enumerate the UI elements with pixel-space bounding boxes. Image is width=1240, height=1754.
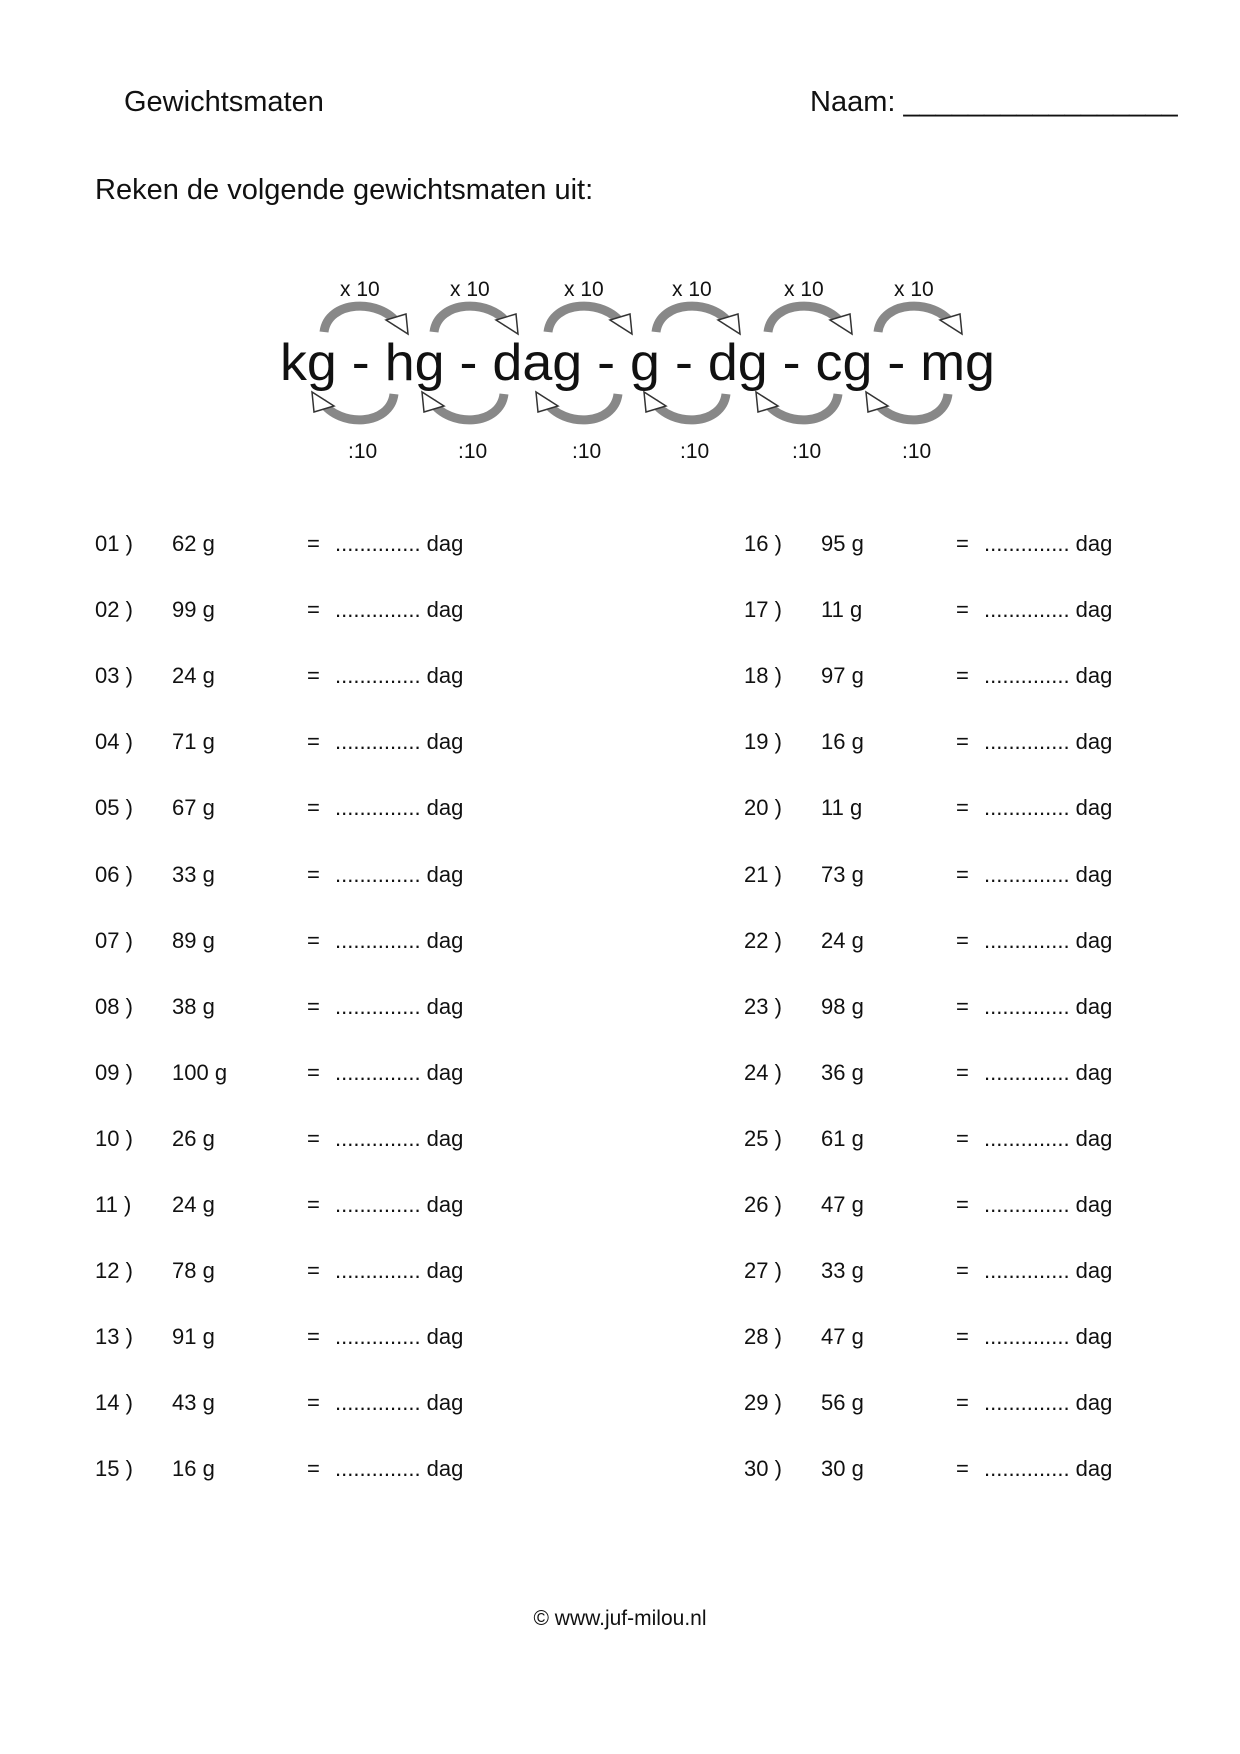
equals-sign: = <box>956 729 969 754</box>
exercise-value: 24 g <box>821 928 864 953</box>
exercise-number: 25 ) <box>744 1126 782 1151</box>
exercise-number: 10 ) <box>95 1126 133 1151</box>
answer-blank[interactable]: .............. dag <box>335 729 464 754</box>
multiply-label: x 10 <box>564 278 604 301</box>
exercise-value: 100 g <box>172 1060 228 1085</box>
exercise-value: 98 g <box>821 994 864 1019</box>
exercise-row <box>744 928 1164 958</box>
equals-sign: = <box>307 729 320 754</box>
exercise-value: 95 g <box>821 531 864 556</box>
exercise-number: 24 ) <box>744 1060 782 1085</box>
multiply-label: x 10 <box>340 278 380 301</box>
equals-sign: = <box>956 1192 969 1217</box>
exercise-row <box>95 1324 515 1354</box>
equals-sign: = <box>956 597 969 622</box>
exercise-number: 23 ) <box>744 994 782 1019</box>
exercise-number: 22 ) <box>744 928 782 953</box>
equals-sign: = <box>307 994 320 1019</box>
equals-sign: = <box>307 862 320 887</box>
answer-blank[interactable]: .............. dag <box>984 1060 1113 1085</box>
answer-blank[interactable]: .............. dag <box>984 729 1113 754</box>
exercise-number: 19 ) <box>744 729 782 754</box>
equals-sign: = <box>956 1126 969 1151</box>
exercise-row <box>744 1324 1164 1354</box>
exercise-number: 21 ) <box>744 862 782 887</box>
exercise-number: 08 ) <box>95 994 133 1019</box>
equals-sign: = <box>307 1324 320 1349</box>
exercise-value: 89 g <box>172 928 215 953</box>
answer-blank[interactable]: .............. dag <box>335 1126 464 1151</box>
exercise-row <box>95 663 515 693</box>
exercise-row <box>744 1390 1164 1420</box>
unit-conversion-diagram <box>270 270 1010 470</box>
name-field-label: Naam: _________________ <box>810 86 1178 118</box>
answer-blank[interactable]: .............. dag <box>335 795 464 820</box>
answer-blank[interactable]: .............. dag <box>335 862 464 887</box>
answer-blank[interactable]: .............. dag <box>984 531 1113 556</box>
exercise-number: 07 ) <box>95 928 133 953</box>
exercise-number: 27 ) <box>744 1258 782 1283</box>
equals-sign: = <box>307 597 320 622</box>
exercise-row <box>744 1456 1164 1486</box>
answer-blank[interactable]: .............. dag <box>984 994 1113 1019</box>
answer-blank[interactable]: .............. dag <box>335 531 464 556</box>
exercise-row <box>95 1126 515 1156</box>
equals-sign: = <box>956 663 969 688</box>
divide-label: :10 <box>792 440 822 463</box>
exercise-number: 11 ) <box>95 1192 132 1217</box>
exercise-number: 06 ) <box>95 862 133 887</box>
exercise-value: 61 g <box>821 1126 864 1151</box>
exercise-row <box>95 1192 515 1222</box>
exercise-row <box>95 994 515 1024</box>
unit-sequence: kg - hg - dag - g - dg - cg - mg <box>280 334 995 392</box>
answer-blank[interactable]: .............. dag <box>335 663 464 688</box>
exercise-number: 20 ) <box>744 795 782 820</box>
equals-sign: = <box>307 1192 320 1217</box>
exercise-value: 38 g <box>172 994 215 1019</box>
equals-sign: = <box>307 1390 320 1415</box>
exercise-row <box>744 663 1164 693</box>
exercise-number: 16 ) <box>744 531 782 556</box>
exercise-value: 24 g <box>172 663 215 688</box>
exercise-number: 30 ) <box>744 1456 782 1481</box>
exercise-value: 24 g <box>172 1192 215 1217</box>
exercise-number: 18 ) <box>744 663 782 688</box>
equals-sign: = <box>307 663 320 688</box>
exercise-number: 12 ) <box>95 1258 133 1283</box>
exercise-value: 11 g <box>821 795 863 820</box>
exercise-number: 15 ) <box>95 1456 133 1481</box>
answer-blank[interactable]: .............. dag <box>984 663 1113 688</box>
divide-label: :10 <box>458 440 488 463</box>
answer-blank[interactable]: .............. dag <box>984 1324 1113 1349</box>
exercise-value: 73 g <box>821 862 864 887</box>
exercise-value: 33 g <box>172 862 215 887</box>
exercise-row <box>95 1390 515 1420</box>
exercise-value: 56 g <box>821 1390 864 1415</box>
answer-blank[interactable]: .............. dag <box>984 1192 1113 1217</box>
multiply-label: x 10 <box>894 278 934 301</box>
divide-label: :10 <box>680 440 710 463</box>
answer-blank[interactable]: .............. dag <box>335 1060 464 1085</box>
answer-blank[interactable]: .............. dag <box>335 928 464 953</box>
exercise-row <box>95 862 515 892</box>
exercise-number: 03 ) <box>95 663 133 688</box>
exercise-row <box>744 1060 1164 1090</box>
exercise-value: 36 g <box>821 1060 864 1085</box>
exercise-row <box>744 531 1164 561</box>
divide-label: :10 <box>902 440 932 463</box>
equals-sign: = <box>307 531 320 556</box>
exercise-row <box>95 531 515 561</box>
exercise-row <box>744 597 1164 627</box>
exercise-number: 14 ) <box>95 1390 133 1415</box>
exercise-value: 11 g <box>821 597 863 622</box>
exercise-row <box>95 1060 515 1090</box>
exercise-row <box>95 1456 515 1486</box>
answer-blank[interactable]: .............. dag <box>984 1456 1113 1481</box>
exercise-value: 47 g <box>821 1192 864 1217</box>
divide-label: :10 <box>348 440 378 463</box>
answer-blank[interactable]: .............. dag <box>335 597 464 622</box>
equals-sign: = <box>956 1258 969 1283</box>
instruction-text: Reken de volgende gewichtsmaten uit: <box>95 174 594 206</box>
exercise-number: 01 ) <box>95 531 133 556</box>
exercise-number: 02 ) <box>95 597 133 622</box>
equals-sign: = <box>956 795 969 820</box>
answer-blank[interactable]: .............. dag <box>335 994 464 1019</box>
answer-blank[interactable]: .............. dag <box>984 1390 1113 1415</box>
equals-sign: = <box>956 1390 969 1415</box>
multiply-label: x 10 <box>672 278 712 301</box>
exercise-row <box>744 862 1164 892</box>
equals-sign: = <box>307 928 320 953</box>
exercise-number: 05 ) <box>95 795 133 820</box>
exercise-value: 16 g <box>172 1456 215 1481</box>
equals-sign: = <box>956 1060 969 1085</box>
equals-sign: = <box>956 1456 969 1481</box>
equals-sign: = <box>307 1456 320 1481</box>
exercise-row <box>95 1258 515 1288</box>
answer-blank[interactable]: .............. dag <box>984 1126 1113 1151</box>
exercise-row <box>744 729 1164 759</box>
answer-blank[interactable]: .............. dag <box>335 1390 464 1415</box>
exercise-row <box>95 597 515 627</box>
exercise-value: 26 g <box>172 1126 215 1151</box>
equals-sign: = <box>307 795 320 820</box>
exercise-value: 99 g <box>172 597 215 622</box>
exercise-number: 29 ) <box>744 1390 782 1415</box>
exercise-row <box>744 994 1164 1024</box>
exercise-number: 13 ) <box>95 1324 133 1349</box>
copyright-footer: © www.juf-milou.nl <box>533 1607 707 1630</box>
equals-sign: = <box>956 531 969 556</box>
answer-blank[interactable]: .............. dag <box>984 597 1113 622</box>
answer-blank[interactable]: .............. dag <box>984 928 1113 953</box>
exercise-value: 47 g <box>821 1324 864 1349</box>
exercise-row <box>744 795 1164 825</box>
exercise-value: 97 g <box>821 663 864 688</box>
exercise-row <box>95 928 515 958</box>
answer-blank[interactable]: .............. dag <box>984 862 1113 887</box>
answer-blank[interactable]: .............. dag <box>335 1192 464 1217</box>
answer-blank[interactable]: .............. dag <box>984 1258 1113 1283</box>
equals-sign: = <box>956 862 969 887</box>
equals-sign: = <box>307 1126 320 1151</box>
exercise-value: 30 g <box>821 1456 864 1481</box>
exercise-number: 04 ) <box>95 729 133 754</box>
exercise-row <box>744 1192 1164 1222</box>
exercise-value: 91 g <box>172 1324 215 1349</box>
multiply-label: x 10 <box>450 278 490 301</box>
equals-sign: = <box>307 1258 320 1283</box>
answer-blank[interactable]: .............. dag <box>335 1258 464 1283</box>
divide-label: :10 <box>572 440 602 463</box>
exercise-row <box>95 795 515 825</box>
equals-sign: = <box>956 1324 969 1349</box>
exercise-value: 16 g <box>821 729 864 754</box>
exercise-value: 62 g <box>172 531 215 556</box>
answer-blank[interactable]: .............. dag <box>335 1324 464 1349</box>
equals-sign: = <box>956 928 969 953</box>
exercise-number: 09 ) <box>95 1060 133 1085</box>
answer-blank[interactable]: .............. dag <box>335 1456 464 1481</box>
exercise-row <box>95 729 515 759</box>
worksheet-title: Gewichtsmaten <box>124 86 324 118</box>
equals-sign: = <box>307 1060 320 1085</box>
exercise-value: 67 g <box>172 795 215 820</box>
exercise-value: 71 g <box>172 729 215 754</box>
exercise-number: 17 ) <box>744 597 782 622</box>
exercise-value: 43 g <box>172 1390 215 1415</box>
exercise-row <box>744 1126 1164 1156</box>
exercise-value: 78 g <box>172 1258 215 1283</box>
exercise-row <box>744 1258 1164 1288</box>
answer-blank[interactable]: .............. dag <box>984 795 1113 820</box>
exercise-number: 26 ) <box>744 1192 782 1217</box>
exercise-number: 28 ) <box>744 1324 782 1349</box>
equals-sign: = <box>956 994 969 1019</box>
multiply-label: x 10 <box>784 278 824 301</box>
exercise-value: 33 g <box>821 1258 864 1283</box>
